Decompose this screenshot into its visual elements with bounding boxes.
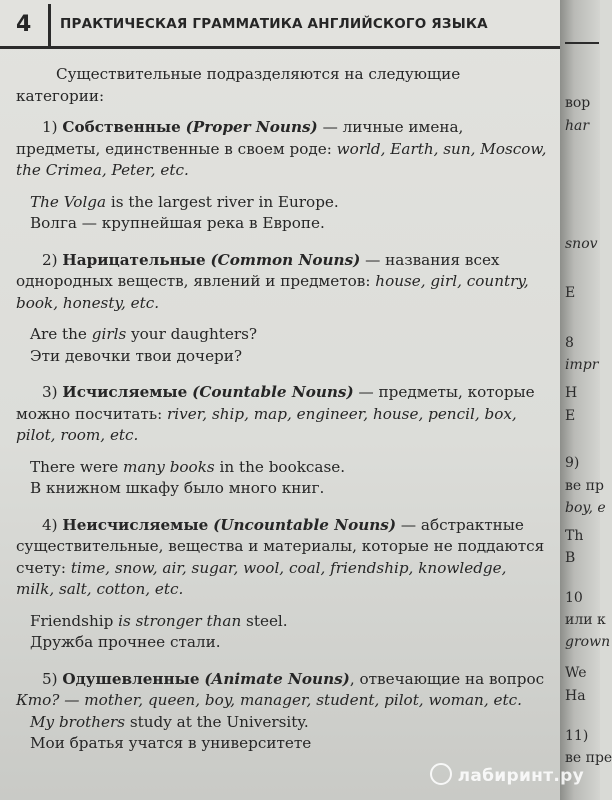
facing-text: 8 (565, 335, 574, 351)
section-proper-nouns: 1) Собственные (Proper Nouns) — личные имена, предметы, единственные в своем роде: world, Earth, sun, Moscow, the Crimea, Peter, etc. (16, 118, 547, 179)
facing-text: ве пре (565, 750, 612, 766)
section-animate-nouns: 5) Одушевленные (Animate Nouns), отвечающие на вопрос Кто? — mother, queen, boy, manager, student, pilot, woman, etc. (16, 669, 545, 709)
facing-text: 9) (565, 455, 580, 471)
example-russian: Дружба прочнее стали. (30, 633, 221, 651)
page-body (16, 64, 548, 755)
example-russian: В книжном шкафу было много книг. (30, 479, 325, 497)
example-russian: Эти девочки твои дочери? (30, 346, 243, 365)
example-english: My brothers study at the University. (30, 712, 309, 731)
term: Неисчисляемые (62, 515, 209, 534)
term: Нарицательные (62, 250, 206, 269)
intro-paragraph: Существительные подразделяются на следующие категории: (16, 65, 461, 105)
example-russian: Волга — крупнейшая река в Европе. (30, 214, 325, 232)
example-english: Friendship is stronger than steel. (30, 611, 288, 630)
examples: house, girl, country, book, honesty, etc. (16, 272, 529, 312)
term-english: (Proper Nouns) (185, 118, 318, 136)
section-countable-nouns: 3) Исчисляемые (Countable Nouns) — предметы, которые можно посчитать: river, ship, map, engineer, house, pencil, box, pilot, room, etc. (16, 383, 535, 444)
term: Одушевленные (62, 669, 200, 688)
examples: world, Earth, sun, Moscow, the Crimea, Peter, etc. (16, 139, 547, 179)
facing-text: H (565, 385, 578, 401)
term-english: (Animate Nouns) (204, 669, 350, 688)
facing-text: 11) (565, 728, 589, 744)
labirint-logo-icon (430, 763, 452, 785)
facing-text: Th (565, 528, 584, 544)
example-russian: Мои братья учатся в университете (30, 734, 312, 752)
term: Исчисляемые (62, 383, 188, 401)
example-english: The Volga is the largest river in Europe. (30, 192, 339, 211)
examples: Кто? — mother, queen, boy, manager, student, pilot, woman, etc. (16, 691, 522, 709)
term-english: (Uncountable Nouns) (213, 515, 397, 534)
facing-text: E (565, 285, 576, 301)
facing-header-rule (565, 42, 599, 44)
term-english: (Countable Nouns) (192, 383, 354, 401)
facing-text: We (565, 665, 587, 681)
running-title: ПРАКТИЧЕСКАЯ ГРАММАТИКА АНГЛИЙСКОГО ЯЗЫКА (60, 16, 488, 32)
facing-text: grown (565, 634, 611, 650)
facing-text: B (565, 550, 576, 566)
facing-page-edge (563, 0, 612, 800)
term: Собственные (62, 118, 181, 136)
section-uncountable-nouns: 4) Неисчисляемые (Uncountable Nouns) — абстрактные существительные, вещества и материалы, которые не поддаются счету: time, snow, air, sugar, wool, coal, friendship, knowledge, milk, salt, cotton, etc. (16, 515, 545, 598)
facing-text: snov (565, 236, 598, 252)
facing-text: ве пр (565, 478, 604, 494)
page-header (0, 0, 560, 49)
facing-text: Ha (565, 688, 586, 704)
facing-text: E (565, 408, 576, 424)
examples: river, ship, map, engineer, house, pencil, box, pilot, room, etc. (16, 404, 517, 444)
facing-text: 10 (565, 590, 583, 606)
facing-text: или к (565, 612, 606, 628)
term-english: (Common Nouns) (210, 250, 361, 269)
example-english: Are the girls your daughters? (30, 325, 258, 343)
facing-text: boy, e (565, 500, 606, 516)
facing-text: har (565, 118, 590, 134)
watermark: лабиринт.ру (430, 763, 584, 786)
facing-text: вор (565, 95, 591, 111)
page-number: 4 (16, 12, 32, 37)
section-common-nouns: 2) Нарицательные (Common Nouns) — названия всех однородных веществ, явлений и предметов: house, girl, country, book, honesty, etc. (16, 250, 529, 312)
examples: time, snow, air, sugar, wool, coal, friendship, knowledge, milk, salt, cotton, etc. (16, 558, 507, 598)
facing-text: impr (565, 357, 599, 373)
example-english: There were many books in the bookcase. (30, 457, 346, 476)
header-divider (48, 4, 51, 46)
